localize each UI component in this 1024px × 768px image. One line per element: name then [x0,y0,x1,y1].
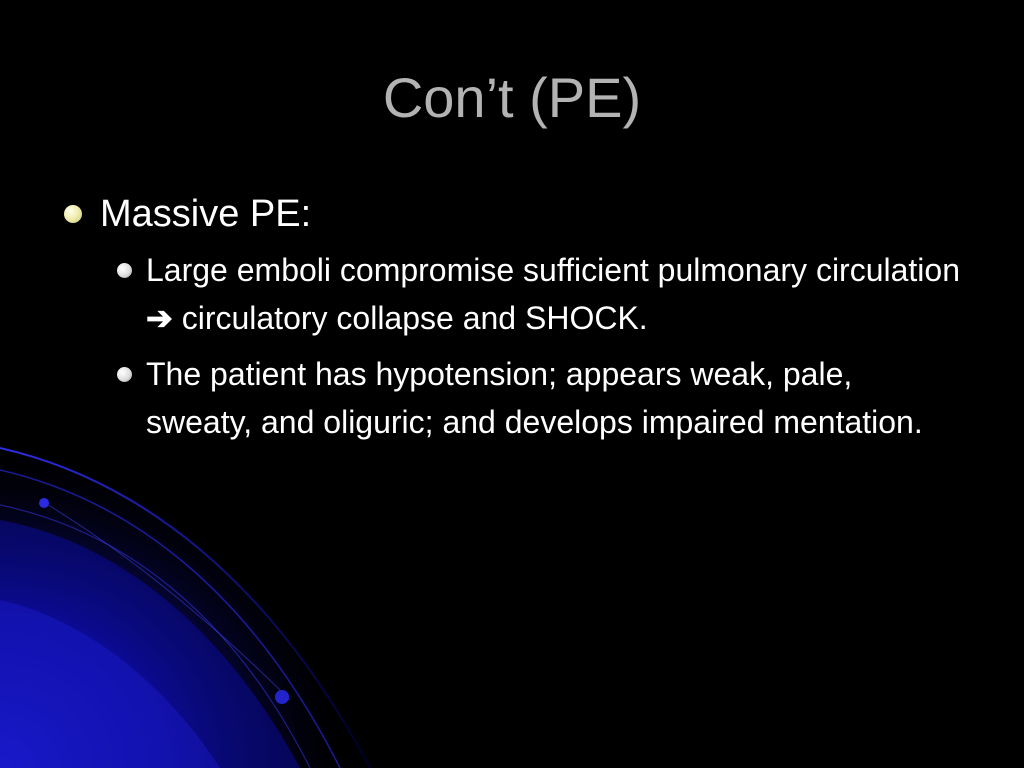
right-arrow-icon: ➔ [146,300,173,336]
slide-body [62,188,962,454]
bullet-dot-icon [64,205,82,223]
sub-bullet-large-emboli [115,246,962,342]
sub-bullet-text-start: Large emboli compromise sufficient pulmonary circulation [146,252,960,288]
sub-bullet-text: The patient has hypotension; appears weak, pale, sweaty, and oliguric; and develops impaired mentation. [146,356,923,440]
sub-bullet-dot-icon [117,367,132,382]
sub-bullet-dot-icon [117,263,132,278]
sub-bullet-patient-hypotension [115,350,962,446]
bullet-text: Massive PE: [100,193,312,235]
bullet-massive-pe [62,188,962,240]
sub-bullet-text-end: circulatory collapse and SHOCK. [172,300,648,336]
slide-title: Con’t (PE) [382,66,642,129]
